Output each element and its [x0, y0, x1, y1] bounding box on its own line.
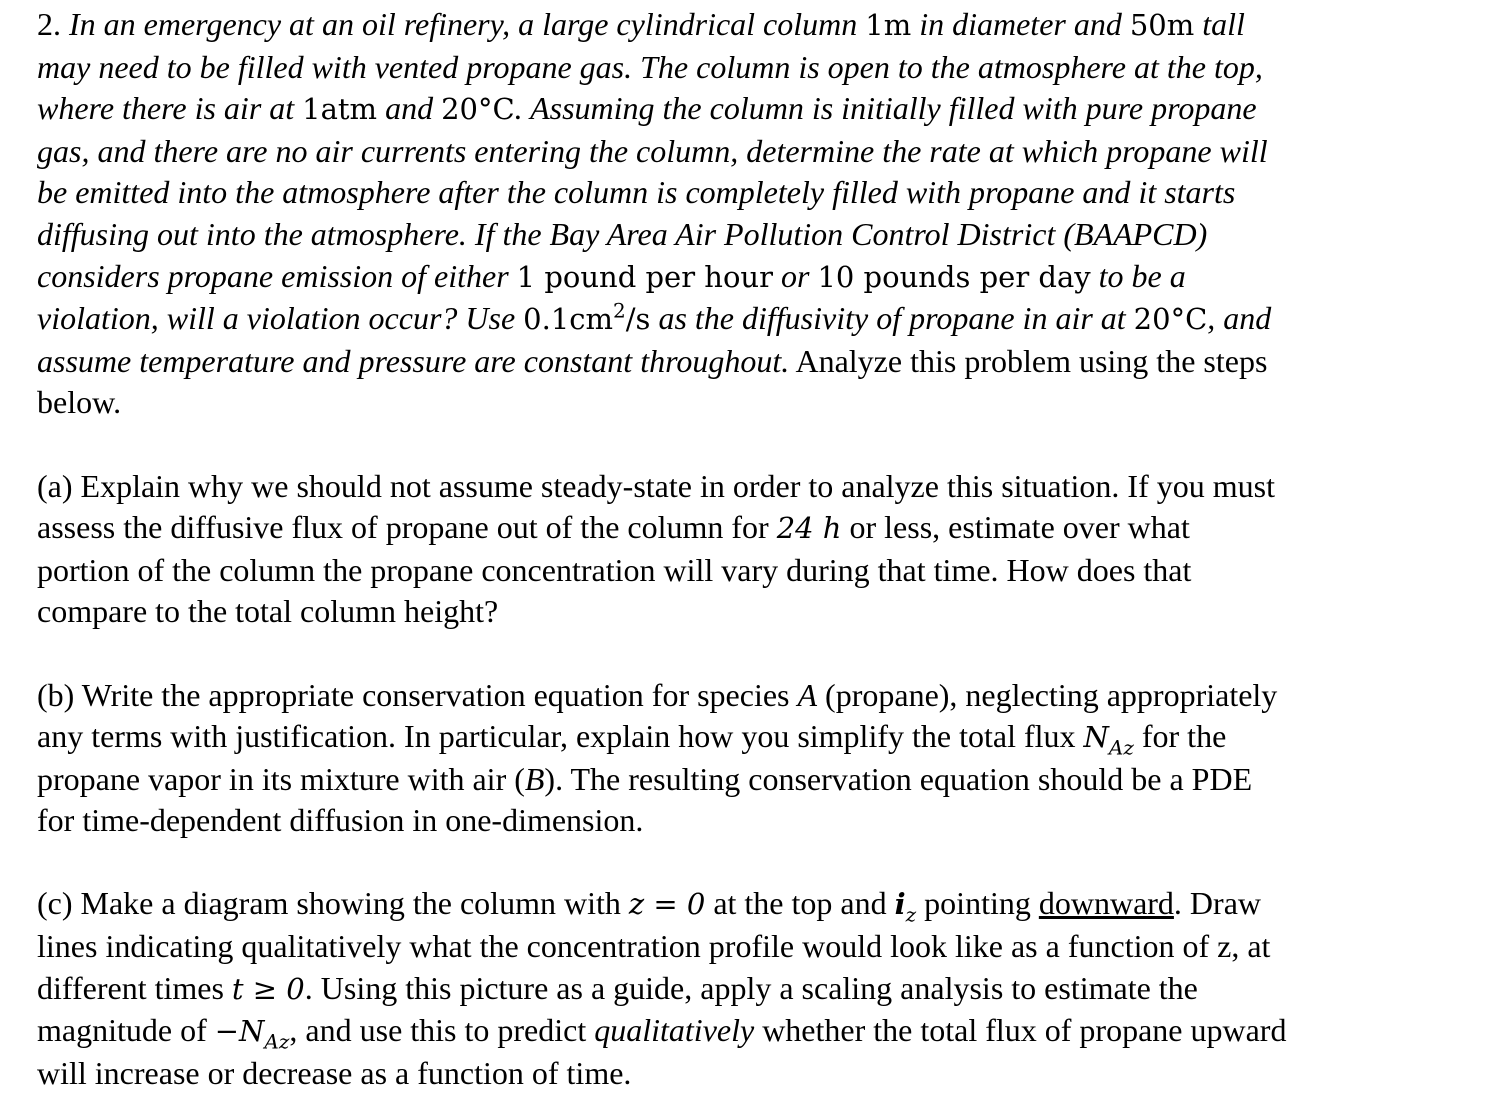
text-line: (b) Write the appropriate conservation equation for species A (propane), neglecting appropriately: [37, 676, 1278, 713]
problem-document: [37, 4, 1477, 1094]
text-line: lines indicating qualitatively what the concentration profile would look like as a function of z, at: [37, 928, 1271, 965]
text-line: where there is air at 1atm and 20°C. Assuming the column is initially filled with pure propane: [37, 90, 1257, 127]
text-line: below.: [37, 384, 122, 421]
paragraph-gap: [37, 424, 1477, 466]
paragraph-gap: [37, 842, 1477, 884]
text-line: assess the diffusive flux of propane out of the column for 24 h or less, estimate over what: [37, 509, 1190, 546]
text-line: may need to be filled with vented propane gas. The column is open to the atmosphere at the top,: [37, 48, 1263, 85]
text-line: compare to the total column height?: [37, 593, 499, 630]
text-line: 2. In an emergency at an oil refinery, a large cylindrical column 1m in diameter and 50m tall: [37, 6, 1245, 42]
text-line: gas, and there are no air currents entering the column, determine the rate at which propane will: [37, 132, 1268, 169]
text-line: diffusing out into the atmosphere. If the Bay Area Air Pollution Control District (BAAPCD): [37, 215, 1208, 252]
part-b: [37, 675, 1477, 842]
text-line: different times t ≥ 0. Using this picture as a guide, apply a scaling analysis to estimate the: [37, 969, 1198, 1006]
part-c: [37, 883, 1477, 1094]
problem-statement: [37, 4, 1477, 424]
text-line: considers propane emission of either 1 pound per hour or 10 pounds per day to be a: [37, 257, 1186, 294]
text-line: propane vapor in its mixture with air (B). The resulting conservation equation should be a PDE: [37, 760, 1253, 797]
text-line: violation, will a violation occur? Use $0.1cm^2/s$ as the diffusivity of propane in air at 20°C, and: [37, 298, 1272, 337]
text-line: (a) Explain why we should not assume steady-state in order to analyze this situation. If you must: [37, 467, 1275, 504]
text-line: will increase or decrease as a function of time.: [37, 1054, 632, 1091]
text-line: assume temperature and pressure are constant throughout. Analyze this problem using the steps: [37, 342, 1268, 379]
paragraph-gap: [37, 633, 1477, 675]
text-line: for time-dependent diffusion in one-dimension.: [37, 802, 644, 839]
text-line: magnitude of $-N_{Az}$, and use this to predict qualitatively whether the total flux of propane upward: [37, 1012, 1287, 1054]
text-line: portion of the column the propane concentration will vary during that time. How does that: [37, 551, 1192, 588]
text-line: (c) Make a diagram showing the column with z = 0 at the top and $i_z$ pointing downward. Draw: [37, 885, 1261, 927]
text-line: any terms with justification. In particular, explain how you simplify the total flux $N_{Az}$ for the: [37, 718, 1227, 760]
part-a: [37, 466, 1477, 633]
problem-number: 2.: [37, 6, 61, 42]
text-line: be emitted into the atmosphere after the column is completely filled with propane and it starts: [37, 174, 1236, 211]
